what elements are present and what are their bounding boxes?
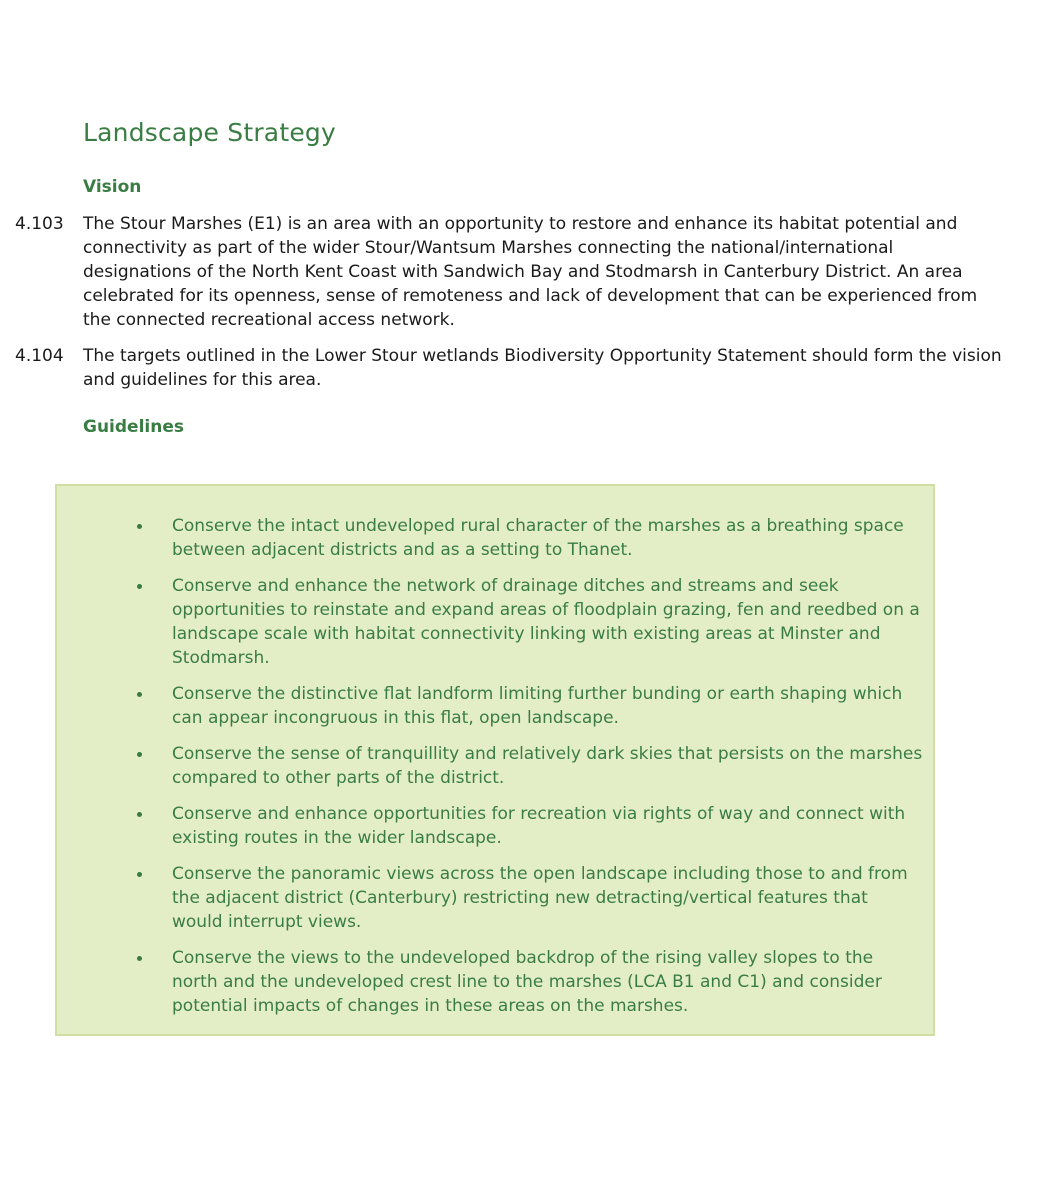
guideline-item [57, 574, 923, 670]
guidelines-list [57, 514, 923, 1018]
guideline-item [57, 802, 923, 850]
guidelines-box [55, 484, 935, 1036]
page-title: Landscape Strategy [83, 118, 336, 147]
guideline-text: Conserve and enhance the network of drainage ditches and streams and seek opportunities to reinstate and expand areas of floodplain grazing, fen and reedbed on a landscape scale with habitat connectivity linking with existing areas at Minster and Stodmarsh. [172, 576, 920, 668]
guideline-text: Conserve the distinctive flat landform limiting further bunding or earth shaping which can appear incongruous in this flat, open landscape. [172, 684, 903, 728]
paragraph-4-103 [15, 212, 1005, 332]
vision-heading: Vision [83, 177, 142, 197]
paragraph-4-104 [15, 344, 1005, 392]
guideline-item [57, 514, 923, 562]
paragraph-text: The targets outlined in the Lower Stour wetlands Biodiversity Opportunity Statement should form the vision and guidelines for this area. [83, 346, 1002, 390]
paragraph-number: 4.103 [15, 214, 64, 234]
guideline-item [57, 742, 923, 790]
guidelines-heading: Guidelines [83, 417, 184, 437]
guideline-item [57, 682, 923, 730]
guideline-text: Conserve and enhance opportunities for recreation via rights of way and connect with existing routes in the wider landscape. [172, 804, 906, 848]
guideline-item [57, 862, 923, 934]
bullet-icon [57, 802, 172, 850]
guideline-text: Conserve the panoramic views across the open landscape including those to and from the adjacent district (Canterbury) restricting new detracting/vertical features that would interrupt views. [172, 864, 908, 932]
bullet-icon [57, 862, 172, 934]
bullet-icon [57, 514, 172, 562]
guideline-item [57, 946, 923, 1018]
bullet-icon [57, 946, 172, 1018]
bullet-icon [57, 682, 172, 730]
guideline-text: Conserve the views to the undeveloped backdrop of the rising valley slopes to the north and the undeveloped crest line to the marshes (LCA B1 and C1) and consider potential impacts of changes in these areas on the marshes. [172, 948, 882, 1016]
guideline-text: Conserve the intact undeveloped rural character of the marshes as a breathing space between adjacent districts and as a setting to Thanet. [172, 516, 904, 560]
guideline-text: Conserve the sense of tranquillity and relatively dark skies that persists on the marshes compared to other parts of the district. [172, 744, 923, 788]
paragraph-text: The Stour Marshes (E1) is an area with an opportunity to restore and enhance its habitat potential and connectivity as part of the wider Stour/Wantsum Marshes connecting the national/international designations of the North Kent Coast with Sandwich Bay and Stodmarsh in Canterbury District. An area celebrated for its openness, sense of remoteness and lack of development that can be experienced from the connected recreational access network. [83, 214, 978, 330]
paragraph-number: 4.104 [15, 346, 64, 366]
bullet-icon [57, 742, 172, 790]
bullet-icon [57, 574, 172, 670]
